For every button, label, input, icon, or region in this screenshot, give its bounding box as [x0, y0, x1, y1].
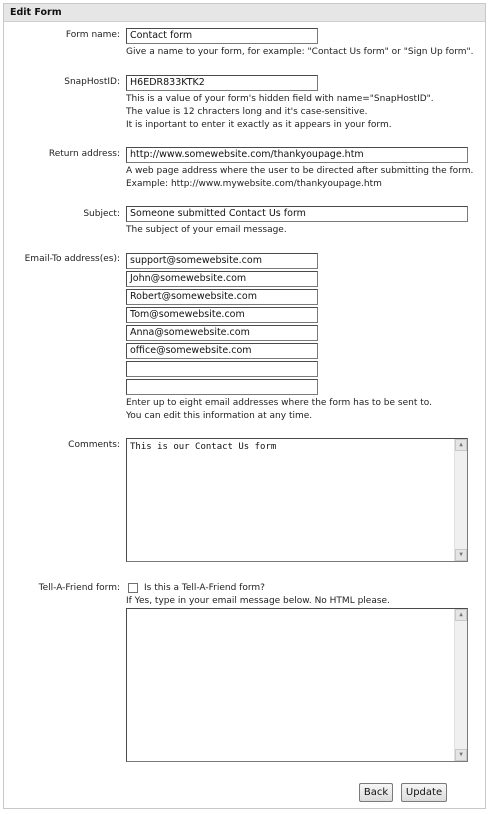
snaphost-id-input[interactable]: H6EDR833KTK2	[126, 75, 318, 91]
title-bar	[4, 4, 485, 22]
tell-a-friend-textarea[interactable]	[126, 608, 468, 762]
return-address-label: Return address:	[48, 149, 120, 159]
tell-a-friend-checkbox-label: Is this a Tell-A-Friend form?	[144, 583, 265, 593]
email-to-input-2[interactable]: John@somewebsite.com	[126, 271, 318, 287]
email-to-input-8[interactable]	[126, 379, 318, 395]
scroll-up-icon[interactable]: ▲	[455, 439, 467, 451]
comments-textarea[interactable]	[126, 438, 468, 562]
subject-hint: The subject of your email message.	[126, 225, 287, 235]
tell-a-friend-hint: If Yes, type in your email message below. No HTML please.	[126, 596, 390, 606]
email-to-hint-1: Enter up to eight email addresses where the form has to be sent to.	[126, 398, 432, 408]
subject-input[interactable]: Someone submitted Contact Us form	[126, 206, 468, 222]
scroll-down-icon[interactable]: ▼	[455, 549, 467, 561]
update-button[interactable]: Update	[401, 783, 447, 802]
return-address-hint-1: A web page address where the user to be directed after submitting the form.	[126, 166, 474, 176]
scroll-down-icon[interactable]: ▼	[455, 749, 467, 761]
snaphost-id-label: SnapHostID:	[64, 77, 120, 87]
comments-label: Comments:	[68, 440, 120, 450]
email-to-input-5[interactable]: Anna@somewebsite.com	[126, 325, 318, 341]
email-to-input-4[interactable]: Tom@somewebsite.com	[126, 307, 318, 323]
email-to-input-1[interactable]: support@somewebsite.com	[126, 253, 318, 269]
snaphost-id-hint-3: It is inportant to enter it exactly as it appears in your form.	[126, 120, 392, 130]
email-to-hint-2: You can edit this information at any time.	[126, 411, 313, 421]
tell-a-friend-label: Tell-A-Friend form:	[38, 583, 120, 593]
subject-label: Subject:	[83, 209, 120, 219]
tell-a-friend-checkbox[interactable]	[128, 583, 138, 593]
form-name-input[interactable]: Contact form	[126, 28, 318, 44]
comments-scrollbar[interactable]	[454, 439, 467, 561]
snaphost-id-hint-1: This is a value of your form's hidden field with name="SnapHostID".	[126, 94, 434, 104]
form-name-hint: Give a name to your form, for example: "Contact Us form" or "Sign Up form".	[126, 47, 474, 57]
email-to-input-7[interactable]	[126, 361, 318, 377]
return-address-hint-2: Example: http://www.mywebsite.com/thankyoupage.htm	[126, 179, 382, 189]
comments-text: This is our Contact Us form	[130, 442, 277, 452]
email-to-input-3[interactable]: Robert@somewebsite.com	[126, 289, 318, 305]
snaphost-id-hint-2: The value is 12 chracters long and it's case-sensitive.	[126, 107, 368, 117]
email-to-input-6[interactable]: office@somewebsite.com	[126, 343, 318, 359]
tell-a-friend-scrollbar[interactable]	[454, 609, 467, 761]
page-title: Edit Form	[10, 7, 62, 18]
return-address-input[interactable]: http://www.somewebsite.com/thankyoupage.htm	[126, 147, 468, 163]
email-to-label: Email-To address(es):	[24, 254, 120, 264]
back-button[interactable]: Back	[359, 783, 393, 802]
form-name-label: Form name:	[65, 30, 120, 40]
scroll-up-icon[interactable]: ▲	[455, 609, 467, 621]
